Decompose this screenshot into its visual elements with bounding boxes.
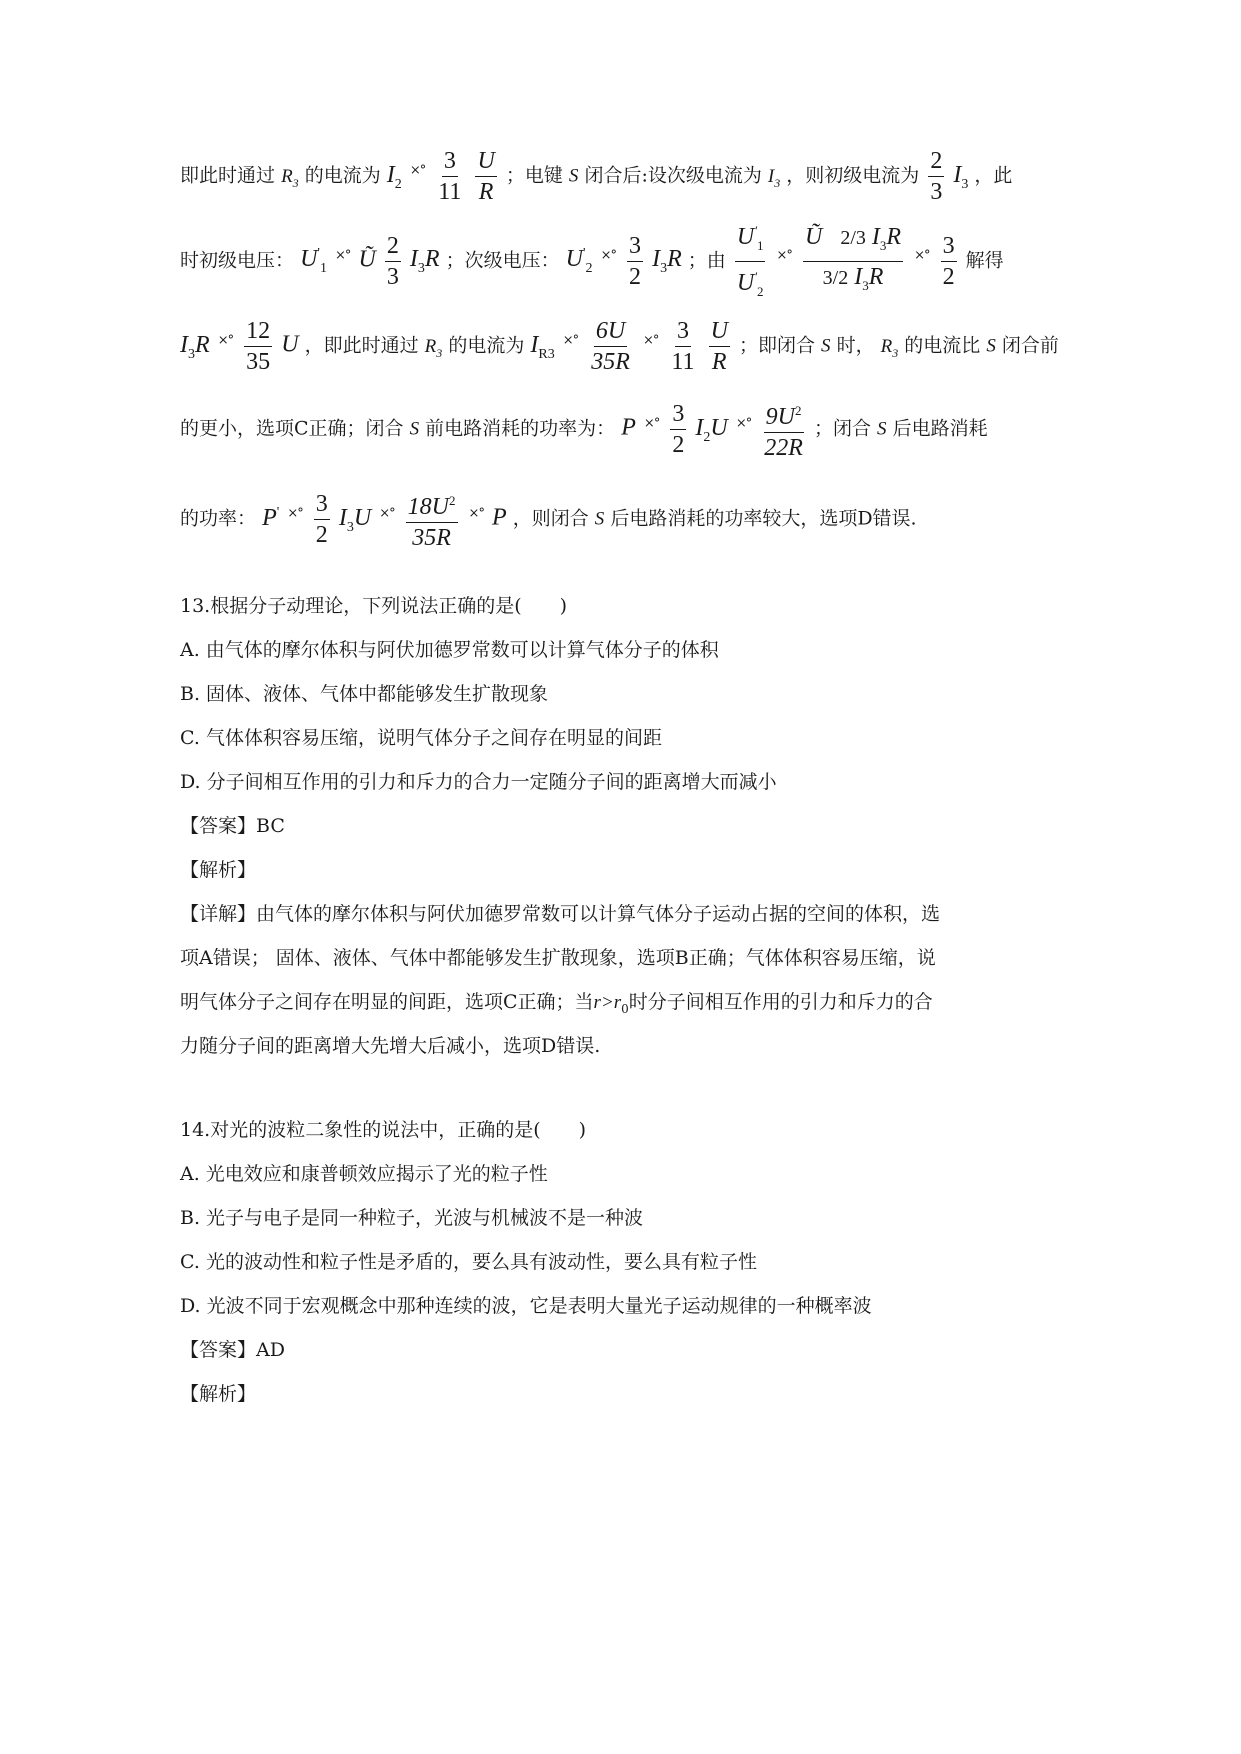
derivation-line-2: 时初级电压： $U'_1$ ×° Ũ $\frac{2}{3}$ $I_3R$ ；次级电压： $U'_2$ ×° $\frac{3}{2}$ $I_3R$ ；由 $\frac{U'_1}{U'_2}$ ×° $\frac{Ũ 2/3 I_3R}{3/2 I_3R}$ ×° $\frac{3}{2}$ 解得: [180, 218, 1070, 305]
q13-answer: 【答案】BC: [180, 815, 285, 837]
derivation-line-1: 即此时通过 $R_3$ 的电流为 $I_2$ ×° $\frac{3}{11}$ $\frac{U}{R}$ ；电键 S 闭合后:设次级电流为 $I_3$ ，则初级电流为 $\frac{2}{3}$ $I_3$ ，此: [180, 148, 1013, 205]
q14-option-a: A. 光电效应和康普顿效应揭示了光的粒子性: [180, 1163, 548, 1185]
fraction-2-3: $\frac{2}{3}$: [930, 148, 943, 205]
q13-option-b: B. 固体、液体、气体中都能够发生扩散现象: [180, 683, 549, 705]
q14-option-c: C. 光的波动性和粒子性是矛盾的，要么具有波动性，要么具有粒子性: [180, 1251, 757, 1273]
q14-answer: 【答案】AD: [180, 1339, 285, 1361]
q13-analysis-heading: 【解析】: [180, 859, 257, 881]
q13-option-d: D. 分子间相互作用的引力和斥力的合力一定随分子间的距离增大而减小: [180, 771, 777, 793]
q13-option-a: A. 由气体的摩尔体积与阿伏加德罗常数可以计算气体分子的体积: [180, 639, 719, 661]
q14-option-b: B. 光子与电子是同一种粒子，光波与机械波不是一种波: [180, 1207, 644, 1229]
fraction-3-11: $\frac{3}{11}$: [438, 148, 462, 205]
q14-analysis-heading: 【解析】: [180, 1383, 257, 1405]
q14-stem: 14.对光的波粒二象性的说法中，正确的是( ): [180, 1119, 587, 1141]
derivation-line-5: 的功率： P' ×° $\frac{3}{2}$ $I_3U$ ×° $\frac{18U^2}{35R}$ ×° P ，则闭合 S 后电路消耗的功率较大，选项D错误.: [180, 488, 1070, 551]
q14-option-d: D. 光波不同于宏观概念中那种连续的波，它是表明大量光子运动规律的一种概率波: [180, 1295, 872, 1317]
ratio-fraction: $\frac{Ũ 2/3 I_3R}{3/2 I_3R}$: [804, 224, 902, 293]
derivation-line-4: 的更小，选项C正确；闭合 S 前电路消耗的功率为： P ×° $\frac{3}{2}$ $I_2U$ ×° $\frac{9U^2}{22R}$ ；闭合 S 后电路消耗: [180, 398, 1070, 461]
q13-detail-line-3: 明气体分子之间存在明显的间距，选项C正确；当$r>r_0$时分子间相互作用的引力和斥力的合: [180, 991, 933, 1016]
q13-detail-line-2: 项A错误； 固体、液体、气体中都能够发生扩散现象，选项B正确；气体体积容易压缩，说: [180, 947, 936, 969]
q13-stem: 13.根据分子动理论，下列说法正确的是( ): [180, 595, 568, 617]
q13-option-c: C. 气体体积容易压缩，说明气体分子之间存在明显的间距: [180, 727, 662, 749]
fraction-U-R: $\frac{U}{R}$: [477, 148, 495, 205]
derivation-line-3: $I_3R$ ×° $\frac{12}{35}$ U ，即此时通过 $R_3$ 的电流为 $I_{R3}$ ×° $\frac{6U}{35R}$ ×° $\frac{3}{11}$ $\frac{U}{R}$ ；即闭合 S 时， $R_3$ 的电流比 S 闭合前: [180, 318, 1059, 375]
q13-detail-line-1: 【详解】由气体的摩尔体积与阿伏加德罗常数可以计算气体分子运动占据的空间的体积，选: [180, 903, 941, 925]
q13-detail-line-4: 力随分子间的距离增大先增大后减小，选项D错误.: [180, 1035, 601, 1057]
